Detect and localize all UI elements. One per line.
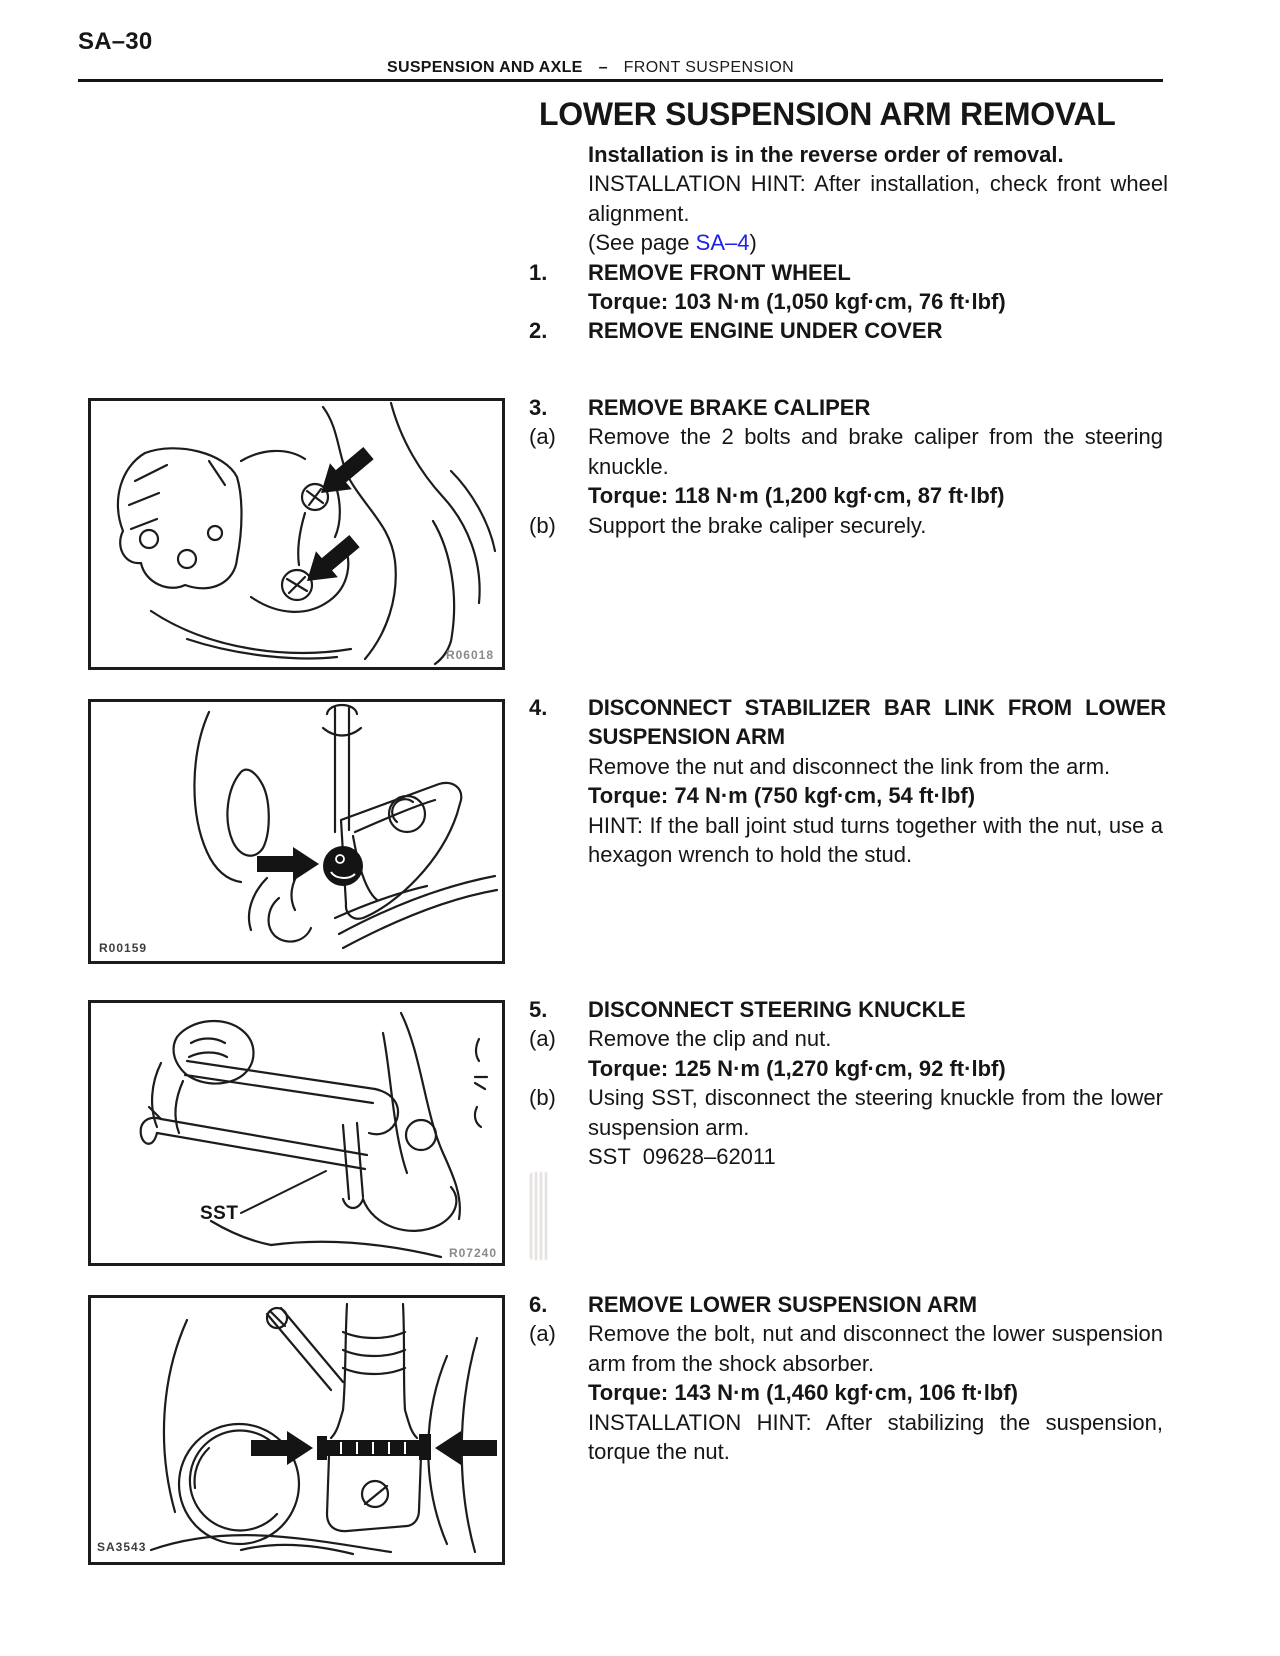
step-6 [529, 1290, 1177, 1466]
step-5a-text: Remove the clip and nut. [588, 1026, 832, 1052]
step-4-heading: DISCONNECT STABILIZER BAR LINK FROM LOWER SUSPENSION ARM [588, 695, 1166, 750]
step-6-heading: REMOVE LOWER SUSPENSION ARM [588, 1292, 978, 1317]
see-page-suffix: ) [749, 230, 757, 256]
see-page-prefix: (See page [588, 230, 696, 256]
figure-stabilizer-link [88, 699, 505, 964]
step-6a-torque: Torque: 143 N·m (1,460 kgf·cm, 106 ft·lbf) [588, 1380, 1018, 1406]
step-5 [529, 995, 1177, 1171]
step-4 [529, 693, 1177, 869]
step-1-torque: Torque: 103 N·m (1,050 kgf·cm, 76 ft·lbf) [588, 289, 1006, 315]
nut [323, 846, 363, 886]
step-3a-torque: Torque: 118 N·m (1,200 kgf·cm, 87 ft·lbf) [588, 483, 1005, 509]
step-5-heading: DISCONNECT STEERING KNUCKLE [588, 997, 966, 1022]
installation-hint: INSTALLATION HINT: After installation, check front wheel alignment. [588, 171, 1168, 226]
bolt-arrow-icon [310, 440, 379, 506]
step-2-number: 2. [529, 318, 548, 344]
step-3-number: 3. [529, 395, 548, 420]
step-6-number: 6. [529, 1292, 548, 1317]
step-4-torque: Torque: 74 N·m (750 kgf·cm, 54 ft·lbf) [588, 783, 976, 809]
figure-brake-caliper [88, 398, 505, 670]
step-3 [529, 393, 1177, 540]
figure-lower-arm-shock [88, 1295, 505, 1565]
breadcrumb-section: SUSPENSION AND AXLE [387, 59, 583, 76]
see-page-link[interactable]: SA–4 [695, 230, 750, 256]
step-3a-text: Remove the 2 bolts and brake caliper from the steering knuckle. [588, 424, 1163, 479]
see-page-line [529, 228, 1177, 257]
figure-stabilizer-link-drawing [91, 702, 502, 961]
breadcrumb [387, 59, 794, 77]
step-6a-text: Remove the bolt, nut and disconnect the lower suspension arm from the shock absorber. [588, 1321, 1163, 1376]
sst-label: SST [588, 1144, 631, 1170]
step-4-number: 4. [529, 695, 548, 720]
step-3b-label: (b) [529, 512, 556, 538]
sst-callout-label: SST [200, 1203, 239, 1224]
step-3b-text: Support the brake caliper securely. [588, 512, 927, 538]
step-5b-text: Using SST, disconnect the steering knuckle from the lower suspension arm. [588, 1085, 1163, 1140]
step-1-number: 1. [529, 259, 548, 285]
nut-arrow-icon [257, 847, 319, 881]
page-title: LOWER SUSPENSION ARM REMOVAL [539, 96, 1116, 132]
step-6a-label: (a) [529, 1321, 556, 1347]
reverse-order-note: Installation is in the reverse order of removal. [588, 142, 1064, 167]
step-1 [529, 258, 1177, 287]
step-6a-hint: INSTALLATION HINT: After stabilizing the suspension, torque the nut. [588, 1409, 1163, 1465]
figure-code: R06018 [445, 648, 494, 662]
step-5b-label: (b) [529, 1085, 556, 1111]
step-1-heading: REMOVE FRONT WHEEL [588, 259, 851, 285]
sst-number: 09628–62011 [642, 1144, 776, 1170]
figure-lower-arm-drawing [91, 1298, 502, 1562]
step-3-heading: REMOVE BRAKE CALIPER [588, 395, 871, 420]
step-5-number: 5. [529, 997, 548, 1022]
page-number: SA–30 [78, 28, 153, 55]
step-4-hint: HINT: If the ball joint stud turns together with the nut, use a hexagon wrench to hold the stud. [588, 812, 1163, 868]
step-2 [529, 316, 1177, 345]
step-5a-label: (a) [529, 1026, 556, 1052]
figure-brake-caliper-drawing [91, 401, 502, 667]
bolt-arrow-icon [251, 1431, 313, 1465]
intro-block [529, 140, 1177, 346]
figure-code: SA3543 [97, 1540, 147, 1554]
breadcrumb-separator: – [598, 59, 608, 76]
figure-code: R07240 [448, 1246, 497, 1260]
bolt-arrow-icon [296, 528, 365, 594]
step-2-heading: REMOVE ENGINE UNDER COVER [588, 318, 943, 344]
figure-sst-drawing [91, 1003, 502, 1263]
step-4-body: Remove the nut and disconnect the link from the arm. [588, 753, 1111, 779]
step-5a-torque: Torque: 125 N·m (1,270 kgf·cm, 92 ft·lbf) [588, 1055, 1006, 1081]
bolt-arrow-icon [435, 1431, 497, 1465]
step-3a-label: (a) [529, 424, 556, 450]
breadcrumb-subsection: FRONT SUSPENSION [623, 59, 795, 76]
header-rule [78, 79, 1163, 82]
step-5b-sst-line [529, 1142, 1177, 1171]
figure-code: R00159 [99, 941, 148, 955]
figure-sst-steering-knuckle [88, 1000, 505, 1266]
scan-artifact [530, 1172, 548, 1260]
through-bolt [317, 1434, 431, 1460]
